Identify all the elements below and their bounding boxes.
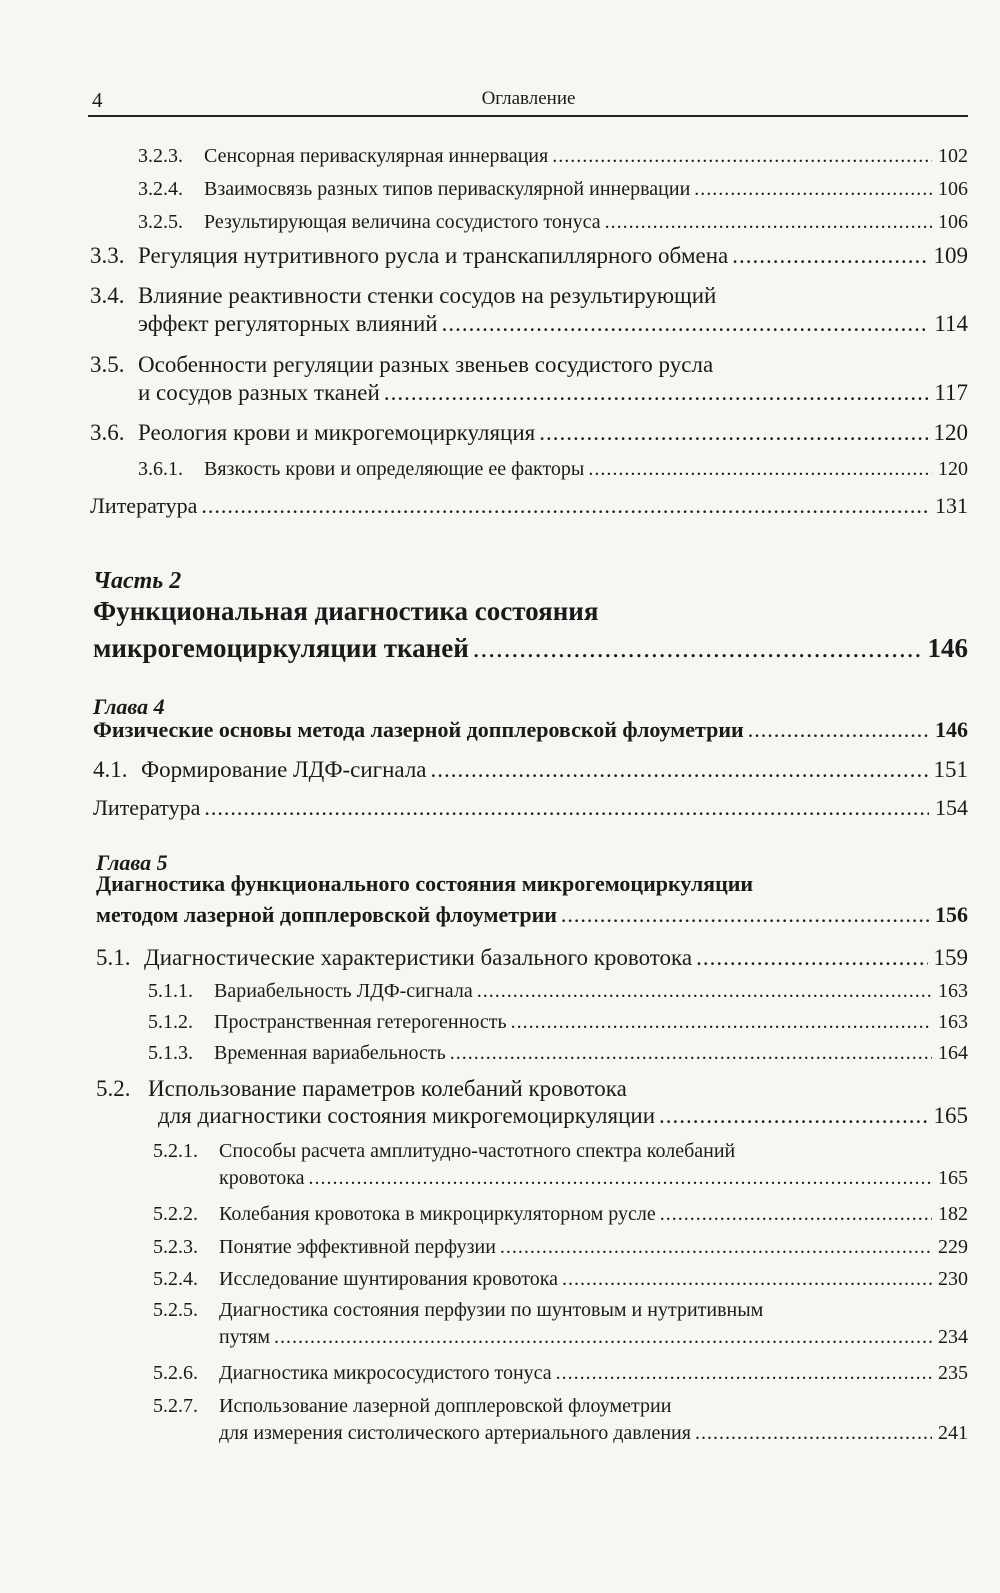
toc-entry[interactable]: 5.2. Использование параметров колебаний кровотока для диагностики состояния микрогемоциркуляции ..... 165 xyxy=(96,1076,968,1129)
entry-title-continued: путям xyxy=(219,1326,271,1348)
entry-page: 106 xyxy=(938,211,968,233)
entry-title: Литература xyxy=(93,795,201,820)
entry-page: 102 xyxy=(938,145,968,167)
entry-page: 163 xyxy=(938,1011,968,1033)
toc-entry[interactable]: 5.2.1. Способы расчета амплитудно-частотного спектра колебаний кровотока ..... 165 xyxy=(153,1140,968,1190)
entry-title-continued: для диагностики состояния микрогемоциркуляции xyxy=(158,1103,656,1128)
entry-title: Колебания кровотока в микроциркуляторном русле xyxy=(219,1203,656,1225)
entry-page: 234 xyxy=(938,1326,968,1348)
chapter-label: Глава 4 xyxy=(93,694,165,719)
entry-page: 114 xyxy=(934,311,968,336)
entry-title: Временная вариабельность xyxy=(214,1042,446,1064)
toc-entry[interactable]: 5.2.5. Диагностика состояния перфузии по шунтовым и нутритивным путям ..... 234 xyxy=(153,1299,968,1349)
entry-title: Использование лазерной допплеровской флоуметрии xyxy=(219,1395,672,1417)
entry-title: Диагностика микрососудистого тонуса xyxy=(219,1362,552,1384)
entry-title: Вариабельность ЛДФ-сигнала xyxy=(214,980,473,1002)
chapter-page: 156 xyxy=(935,902,968,927)
entry-title: Формирование ЛДФ-сигнала xyxy=(141,757,427,782)
entry-title: Вязкость крови и определяющие ее факторы xyxy=(204,458,585,480)
header-rule xyxy=(88,115,968,117)
entry-page: 120 xyxy=(933,420,968,445)
entry-title: Использование параметров колебаний кровотока xyxy=(148,1076,627,1101)
entry-title: Сенсорная периваскулярная иннервация xyxy=(204,145,549,167)
toc-entry[interactable]: 5.2.2. Колебания кровотока в микроциркуляторном русле ..... 182 xyxy=(153,1203,968,1226)
entry-title-continued: и сосудов разных тканей xyxy=(138,380,380,405)
running-title: Оглавление xyxy=(481,88,576,109)
entry-page: 229 xyxy=(938,1236,968,1258)
toc-entry[interactable]: 4.1. Формирование ЛДФ-сигнала ..... 151 xyxy=(93,757,968,783)
entry-title: Исследование шунтирования кровотока xyxy=(219,1268,559,1290)
entry-title-continued: для измерения систолического артериального давления xyxy=(219,1422,691,1444)
toc-entry[interactable]: 3.4. Влияние реактивности стенки сосудов на результирующий эффект регуляторных влияний ..... 114 xyxy=(90,283,968,337)
entry-title: Взаимосвязь разных типов периваскулярной иннервации xyxy=(204,178,691,200)
toc-entry[interactable]: 5.2.3. Понятие эффективной перфузии ..... 229 xyxy=(153,1236,968,1259)
toc-entry[interactable]: 3.6. Реология крови и микрогемоциркуляция ..... 120 xyxy=(90,420,968,446)
toc-entry[interactable]: 3.5. Особенности регуляции разных звеньев сосудистого русла и сосудов разных тканей ..... 117 xyxy=(90,352,968,406)
entry-page: 154 xyxy=(935,795,968,820)
entry-title: Диагностические характеристики базального кровотока xyxy=(144,945,693,970)
chapter-title[interactable]: Диагностика функционального состояния микрогемоциркуляции методом лазерной допплеровской флоуметрии ..... 156 xyxy=(96,871,968,928)
entry-page: 109 xyxy=(933,243,968,268)
entry-page: 230 xyxy=(938,1268,968,1290)
entry-page: 182 xyxy=(938,1203,968,1225)
entry-title: Влияние реактивности стенки сосудов на результирующий xyxy=(138,283,717,308)
toc-entry[interactable]: 5.1.1. Вариабельность ЛДФ-сигнала ..... 163 xyxy=(148,980,968,1003)
entry-page: 117 xyxy=(934,380,968,405)
toc-entry[interactable]: 5.1.3. Временная вариабельность ..... 164 xyxy=(148,1042,968,1065)
entry-title-continued: эффект регуляторных влияний xyxy=(138,311,438,336)
entry-page: 165 xyxy=(938,1167,968,1189)
entry-title: Реология крови и микрогемоциркуляция xyxy=(138,420,536,445)
toc-entry[interactable]: 5.2.6. Диагностика микрососудистого тонуса ..... 235 xyxy=(153,1362,968,1385)
entry-title-continued: кровотока xyxy=(219,1167,305,1189)
toc-entry[interactable]: 5.2.4. Исследование шунтирования кровотока ..... 230 xyxy=(153,1268,968,1291)
part-title[interactable]: Функциональная диагностика состояния микрогемоциркуляции тканей ..... 146 xyxy=(93,596,968,664)
part-label: Часть 2 xyxy=(93,568,182,594)
toc-entry[interactable]: 3.2.3. Сенсорная периваскулярная иннервация ..... 102 xyxy=(138,145,968,168)
entry-title: Способы расчета амплитудно-частотного спектра колебаний xyxy=(219,1140,736,1162)
toc-entry[interactable]: 5.1.2. Пространственная гетерогенность ..... 163 xyxy=(148,1011,968,1034)
entry-page: 131 xyxy=(935,493,968,518)
toc-entry[interactable]: 5.1. Диагностические характеристики базального кровотока ..... 159 xyxy=(96,945,968,971)
part-page: 146 xyxy=(927,633,968,663)
entry-title: Понятие эффективной перфузии xyxy=(219,1236,496,1258)
entry-title: Особенности регуляции разных звеньев сосудистого русла xyxy=(138,352,714,377)
entry-page: 235 xyxy=(938,1362,968,1384)
toc-entry[interactable]: 5.2.7. Использование лазерной допплеровской флоуметрии для измерения систолического артериального давления ..... 241 xyxy=(153,1395,968,1445)
entry-title: Литература xyxy=(90,493,198,518)
page-header xyxy=(90,88,967,114)
toc-entry-references[interactable] xyxy=(90,493,968,519)
toc-entry[interactable]: 3.2.5. Результирующая величина сосудистого тонуса ..... 106 xyxy=(138,211,968,234)
entry-page: 165 xyxy=(933,1103,968,1128)
page-number: 4 xyxy=(92,88,103,112)
chapter-title[interactable]: Физические основы метода лазерной допплеровской флоуметрии ..... 146 xyxy=(93,717,968,743)
entry-page: 163 xyxy=(938,980,968,1002)
chapter-page: 146 xyxy=(935,717,968,742)
entry-title: Диагностика состояния перфузии по шунтовым и нутритивным xyxy=(219,1299,764,1321)
chapter-label: Глава 5 xyxy=(96,850,168,875)
toc-entry[interactable]: 3.6.1. Вязкость крови и определяющие ее факторы ..... 120 xyxy=(138,458,968,481)
entry-page: 241 xyxy=(938,1422,968,1444)
entry-page: 120 xyxy=(938,458,968,480)
entry-page: 106 xyxy=(938,178,968,200)
entry-page: 151 xyxy=(933,757,968,782)
toc-entry[interactable]: 3.3. Регуляция нутритивного русла и транскапиллярного обмена ..... 109 xyxy=(90,243,968,269)
toc-entry[interactable]: 3.2.4. Взаимосвязь разных типов периваскулярной иннервации ..... 106 xyxy=(138,178,968,201)
entry-page: 164 xyxy=(938,1042,968,1064)
entry-page: 159 xyxy=(933,945,968,970)
entry-title: Регуляция нутритивного русла и транскапиллярного обмена xyxy=(138,243,729,268)
entry-title: Пространственная гетерогенность xyxy=(214,1011,507,1033)
toc-entry-references[interactable] xyxy=(93,795,968,821)
entry-title: Результирующая величина сосудистого тонуса xyxy=(204,211,601,233)
